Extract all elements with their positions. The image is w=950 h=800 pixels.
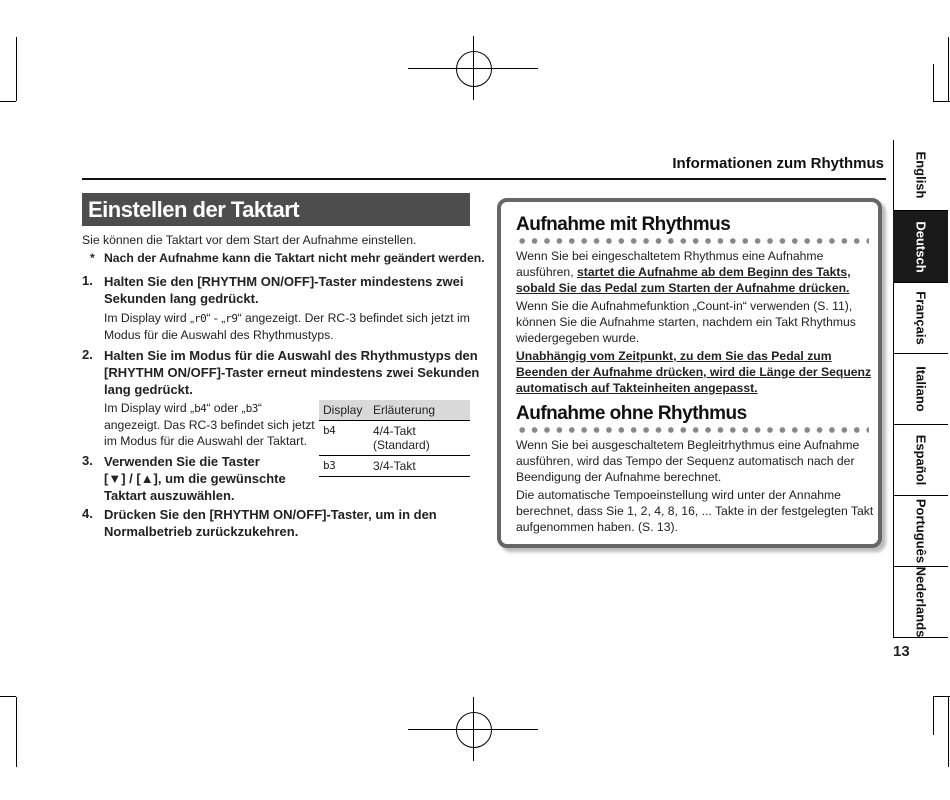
intro-text: Sie können die Taktart vor dem Start der Aufnahme einstellen. [82, 233, 417, 247]
step-1-text: Halten Sie den [RHYTHM ON/OFF]-Taster mindestens zwei Sekunden lang gedrückt. [104, 274, 464, 306]
tab-deutsch[interactable]: Deutsch [893, 211, 948, 283]
tab-espanol[interactable]: Español [893, 425, 948, 496]
note-text: Nach der Aufnahme kann die Taktart nicht mehr geändert werden. [104, 251, 485, 265]
step-3-text: Verwenden Sie die Taster [▼] / [▲], um die gewünschte Taktart auszuwählen. [104, 454, 286, 503]
step-3-number: 3. [82, 453, 93, 468]
step-2-detail: Im Display wird „b4“ oder „b3“ angezeigt. Das RC-3 befindet sich jetzt im Modus für die Auswahl der Taktart. [104, 401, 315, 448]
table-cell-desc: 3/4-Takt [369, 456, 470, 477]
table-header: Display [319, 400, 369, 421]
box-paragraph-3: Unabhängig vom Zeitpunkt, zu dem Sie das Pedal zum Beenden der Aufnahme drücken, wird die Länge der Sequenz automatisch auf Takteinheiten angepasst. [516, 349, 872, 395]
tab-portugues[interactable]: Português [893, 496, 948, 567]
table-header-row [319, 400, 470, 421]
tab-italiano[interactable]: Italiano [893, 354, 948, 425]
note-asterisk: * [90, 251, 95, 265]
step-1-number: 1. [82, 273, 93, 288]
table-header: Erläuterung [369, 400, 470, 421]
page-header-title: Informationen zum Rhythmus [672, 155, 884, 172]
step-4-text: Drücken Sie den [RHYTHM ON/OFF]-Taster, um in den Normalbetrieb zurückzukehren. [104, 507, 437, 539]
box-paragraph-5: Die automatische Tempoeinstellung wird unter der Annahme berechnet, dass Sie 1, 2, 4, 8, 16, ... Takte in der festgelegten Takt aufgenommen haben. (S. 13). [516, 488, 874, 534]
table-cell-display: b4 [319, 421, 369, 456]
display-segment: b4 [194, 402, 207, 415]
page-number: 13 [893, 643, 910, 660]
display-table [319, 400, 470, 477]
display-segment: b3 [245, 402, 258, 415]
table-cell-display: b3 [319, 456, 369, 477]
box-paragraph-1: Wenn Sie bei eingeschaltetem Rhythmus eine Aufnahme ausführen, startet die Aufnahme ab dem Beginn des Takts, sobald Sie das Pedal zum Starten der Aufnahme drücken. [516, 249, 851, 295]
tab-english[interactable]: English [893, 140, 948, 211]
step-2-text: Halten Sie im Modus für die Auswahl des Rhythmustyps den [RHYTHM ON/OFF]-Taster erneut mindestens zwei Sekunden lang gedrückt. [104, 348, 480, 397]
dotted-separator [516, 237, 869, 245]
tab-nederlands[interactable]: Nederlands [893, 567, 948, 638]
header-rule [82, 178, 886, 180]
box-heading-with-rhythm: Aufnahme mit Rhythmus [516, 214, 731, 235]
table-cell-desc: 4/4-Takt (Standard) [369, 421, 470, 456]
step-2-number: 2. [82, 347, 93, 362]
table-row [319, 421, 470, 456]
table-row [319, 456, 470, 477]
section-title: Einstellen der Taktart [82, 193, 470, 226]
step-4-number: 4. [82, 506, 93, 521]
step-1-detail: Im Display wird „r0“ - „r9“ angezeigt. Der RC-3 befindet sich jetzt im Modus für die Auswahl des Rhythmustyps. [104, 311, 470, 342]
box-paragraph-4: Wenn Sie bei ausgeschaltetem Begleitrhythmus eine Aufnahme ausführen, wird das Tempo der Sequenz automatisch nach der Beendigung der Aufnahme berechnet. [516, 438, 860, 484]
box-heading-without-rhythm: Aufnahme ohne Rhythmus [516, 403, 747, 424]
display-segment: r0 [194, 312, 207, 325]
box-paragraph-2: Wenn Sie die Aufnahmefunktion „Count-in“ verwenden (S. 11), können Sie die Aufnahme starten, nachdem ein Takt Rhythmus wiedergegeben wurde. [516, 299, 856, 345]
dotted-separator [516, 426, 869, 434]
tab-francais[interactable]: Français [893, 283, 948, 354]
display-segment: r9 [225, 312, 238, 325]
